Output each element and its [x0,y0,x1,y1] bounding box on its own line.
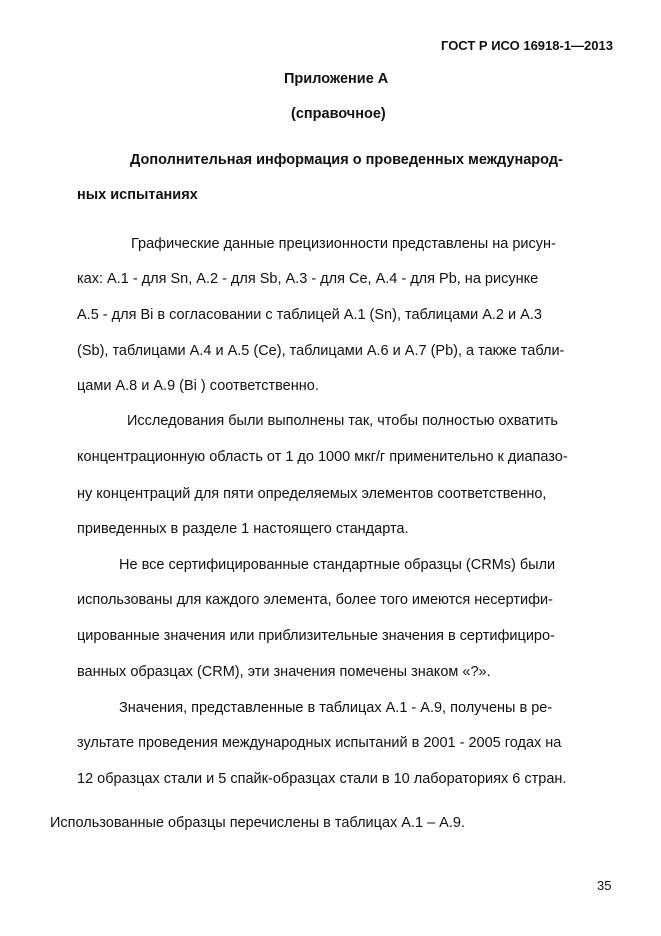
body-line: Использованные образцы перечислены в таблицах А.1 – А.9. [50,815,465,831]
body-line: Графические данные прецизионности представлены на рисун- [131,236,556,252]
body-line: А.5 - для Bi в согласовании с таблицей А.1 (Sn), таблицами А.2 и А.3 [77,307,542,323]
section-heading-line-2: ных испытаниях [77,187,198,203]
body-line: ванных образцах (CRM), эти значения помечены знаком «?». [77,664,491,680]
appendix-subtitle: (справочное) [291,106,386,122]
body-line: (Sb), таблицами А.4 и А.5 (Се), таблицами А.6 и А.7 (Pb), а также табли- [77,343,565,359]
body-line: Исследования были выполнены так, чтобы полностью охватить [127,413,558,429]
body-line: ну концентраций для пяти определяемых элементов соответственно, [77,486,547,502]
body-line: цированные значения или приблизительные значения в сертифициро- [77,628,555,644]
body-line: Не все сертифицированные стандартные образцы (CRMs) были [119,557,556,573]
page-number: 35 [597,878,612,893]
body-line: Значения, представленные в таблицах А.1 - А.9, получены в ре- [119,700,553,716]
body-line: зультате проведения международных испытаний в 2001 - 2005 годах на [77,735,562,751]
appendix-title: Приложение А [284,71,389,87]
section-heading-line-1: Дополнительная информация о проведенных международ- [130,152,563,168]
document-standard-header: ГОСТ Р ИСО 16918-1—2013 [441,38,613,53]
body-line: цами А.8 и А.9 (Bi ) соответственно. [77,378,319,394]
body-line: приведенных в разделе 1 настоящего стандарта. [77,521,409,537]
body-line: использованы для каждого элемента, более того имеются несертифи- [77,592,553,608]
body-line: концентрационную область от 1 до 1000 мкг/г применительно к диапазо- [77,449,568,465]
body-line: 12 образцах стали и 5 спайк-образцах стали в 10 лабораториях 6 стран. [77,771,567,787]
body-line: ках: А.1 - для Sn, А.2 - для Sb, А.3 - для Ce, А.4 - для Pb, на рисунке [77,271,539,287]
